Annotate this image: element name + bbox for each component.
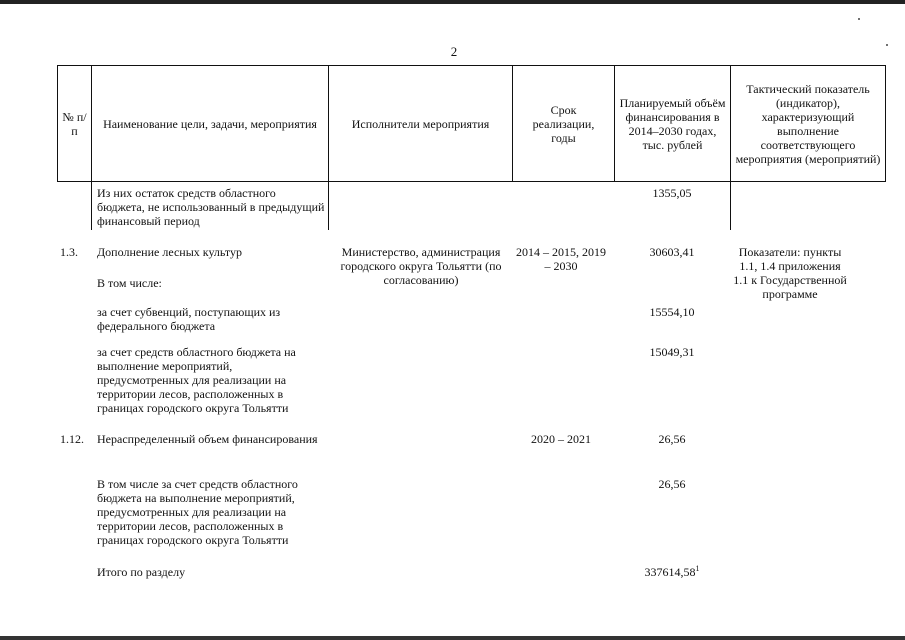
row-amount: 30603,41 xyxy=(649,245,695,259)
row-amount: 26,56 xyxy=(658,477,686,491)
row-name: Нераспределенный объем финансирования xyxy=(97,432,318,446)
row-amount: 1355,05 xyxy=(652,186,692,200)
table-border xyxy=(91,182,92,230)
row-num: 1.3. xyxy=(60,245,78,259)
scan-speck xyxy=(858,18,860,20)
page-number: 2 xyxy=(450,44,458,59)
row-num: 1.12. xyxy=(60,432,84,446)
total-amount xyxy=(618,565,726,579)
row-name: Дополнение лесных культур xyxy=(97,245,243,259)
row-name: за счет субвенций, поступающих из федерального бюджета xyxy=(97,305,281,333)
row-executors: Министерство, администрация городского округа Тольятти (по согласованию) xyxy=(340,245,502,287)
header-num: № п/п xyxy=(62,109,87,138)
header-indicator: Тактический показатель (индикатор), характеризующий выполнение соответствующего мероприятия (мероприятий) xyxy=(735,81,881,166)
row-name: за счет средств областного бюджета на выполнение мероприятий, предусмотренных для реализации на территории лесов, расположенных в границах городского округа Тольятти xyxy=(97,345,296,415)
scan-speck xyxy=(886,44,888,46)
row-amount: 15554,10 xyxy=(649,305,695,319)
row-term: 2020 – 2021 xyxy=(531,432,591,446)
row-amount: 15049,31 xyxy=(649,345,695,359)
row-name: Из них остаток средств областного бюджета, не использованный в предыдущий финансовый период xyxy=(97,186,325,228)
row-name: В том числе: xyxy=(97,276,162,290)
table-header xyxy=(57,65,886,182)
table-border xyxy=(885,65,886,182)
scan-border-bottom xyxy=(0,636,905,640)
header-funding: Планируемый объём финансирования в 2014–2030 годах, тыс. рублей xyxy=(619,95,726,152)
row-amount: 26,56 xyxy=(658,432,686,446)
table-border xyxy=(328,182,329,230)
scan-border-top xyxy=(0,0,905,4)
row-name: В том числе за счет средств областного бюджета на выполнение мероприятий, предусмотренных для реализации на территории лесов, расположенных в границах городского округа Тольятти xyxy=(97,477,298,547)
table-border xyxy=(730,182,731,230)
header-name: Наименование цели, задачи, мероприятия xyxy=(103,116,317,131)
footnote-mark: 1 xyxy=(695,564,700,573)
header-executors: Исполнители мероприятия xyxy=(351,116,490,131)
row-term: 2014 – 2015, 2019 – 2030 xyxy=(516,245,606,273)
row-indicator: Показатели: пункты 1.1, 1.4 приложения 1.1 к Государственной программе xyxy=(733,245,847,301)
total-value: 337614,58 xyxy=(644,565,696,579)
row-name: Итого по разделу xyxy=(97,565,186,579)
header-term: Срок реализации, годы xyxy=(532,102,595,145)
